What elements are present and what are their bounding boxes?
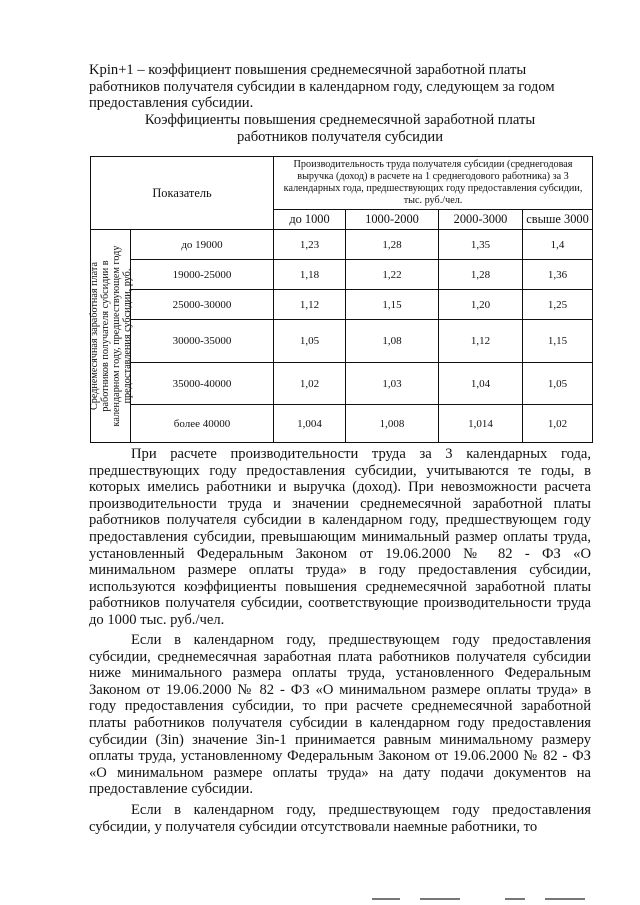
value-cell: 1,03 [346, 363, 439, 405]
value-cell: 1,15 [523, 320, 593, 363]
value-cell: 1,08 [346, 320, 439, 363]
range-cell: 25000-30000 [131, 290, 274, 320]
table-title [100, 112, 580, 145]
value-cell: 1,20 [439, 290, 523, 320]
value-cell: 1,36 [523, 260, 593, 290]
table-row [91, 363, 593, 405]
productivity-header: Производительность труда получателя субсидии (среднегодовая выручка (доход) в расчете на 1 среднегодового работника) за 3 календарных года, предшествующих году предоставления субсидии, тыс. руб./чел. [274, 157, 593, 210]
indicator-header: Показатель [91, 157, 274, 230]
row-group-label: Среднемесячная заработная плата работников получателя субсидии в календарном году, предшествующем году предоставления субсидии, руб. [88, 245, 133, 427]
value-cell: 1,4 [523, 230, 593, 260]
value-cell: 1,004 [274, 405, 346, 443]
paragraph-minimum-wage: Если в календарном году, предшествующем году предоставления субсидии, среднемесячная заработная плата работников получателя субсидии ниже минимального размера оплаты труда, установленного Федеральным Законом от 19.06.2000 № 82 - ФЗ «О минимальном размере оплаты труда» в году предоставления субсидии, то при расчете среднемесячной заработной платы работников получателя субсидии в календарном году предоставления субсидии (Зin) значение Зin-1 принимается равным минимальному размеру оплаты труда, установленному Федеральным Законом от 19.06.2000 № 82 - ФЗ «О минимальном размере оплаты труда» на дату подачи документов на предоставление субсидии. [89, 632, 591, 798]
value-cell: 1,04 [439, 363, 523, 405]
value-cell: 1,014 [439, 405, 523, 443]
value-cell: 1,23 [274, 230, 346, 260]
value-cell: 1,25 [523, 290, 593, 320]
table-row [91, 405, 593, 443]
value-cell: 1,35 [439, 230, 523, 260]
column-header: до 1000 [274, 210, 346, 230]
value-cell: 1,28 [346, 230, 439, 260]
value-cell: 1,05 [274, 320, 346, 363]
table-row [91, 320, 593, 363]
range-cell: 19000-25000 [131, 260, 274, 290]
column-header: свыше 3000 [523, 210, 593, 230]
page-edge-mark [420, 898, 460, 900]
page-edge-mark [372, 898, 400, 900]
header-row [91, 157, 593, 210]
value-cell: 1,18 [274, 260, 346, 290]
range-cell: 35000-40000 [131, 363, 274, 405]
page-edge-mark [545, 898, 585, 900]
coefficient-table [90, 156, 593, 443]
value-cell: 1,02 [274, 363, 346, 405]
intro-line-1: Kpin+1 – коэффициент повышения среднемесячной заработной платы [89, 62, 527, 78]
paragraph-no-employees: Если в календарном году, предшествующем году предоставления субсидии, у получателя субсидии отсутствовали наемные работники, то [89, 802, 591, 835]
range-cell: 30000-35000 [131, 320, 274, 363]
column-header: 1000-2000 [346, 210, 439, 230]
range-cell: более 40000 [131, 405, 274, 443]
page-edge-mark [505, 898, 525, 900]
value-cell: 1,05 [523, 363, 593, 405]
intro-line-2: работников получателя субсидии в календарном году, следующем за годом [89, 78, 555, 95]
value-cell: 1,02 [523, 405, 593, 443]
table-row [91, 260, 593, 290]
table-title-line-1: Коэффициенты повышения среднемесячной заработной платы [144, 112, 536, 128]
value-cell: 1,008 [346, 405, 439, 443]
table-row [91, 230, 593, 260]
paragraph-productivity: При расчете производительности труда за 3 календарных года, предшествующих году предоставления субсидии, учитываются те годы, в которых имелись работники и выручка (доход). При невозможности расчета производительности труда и значении среднемесячной заработной платы работников получателя субсидии в календарном году, предшествующем году предоставления субсидии, превышающим минимальный размер оплаты труда, установленный Федеральным Законом от 19.06.2000 № 82 - ФЗ «О минимальном размере оплаты труда» в году предоставления субсидии, используются коэффициенты повышения среднемесячной заработной платы работников получателя субсидии, соответствующие производительности труда до 1000 тыс. руб./чел. [89, 446, 591, 628]
intro-line-3: предоставления субсидии. [89, 95, 254, 112]
column-header: 2000-3000 [439, 210, 523, 230]
value-cell: 1,22 [346, 260, 439, 290]
range-cell: до 19000 [131, 230, 274, 260]
table-row [91, 290, 593, 320]
value-cell: 1,28 [439, 260, 523, 290]
value-cell: 1,12 [439, 320, 523, 363]
value-cell: 1,15 [346, 290, 439, 320]
table-title-line-2: работников получателя субсидии [236, 128, 444, 145]
row-group-label-cell [88, 230, 133, 443]
value-cell: 1,12 [274, 290, 346, 320]
intro-text [89, 62, 591, 112]
